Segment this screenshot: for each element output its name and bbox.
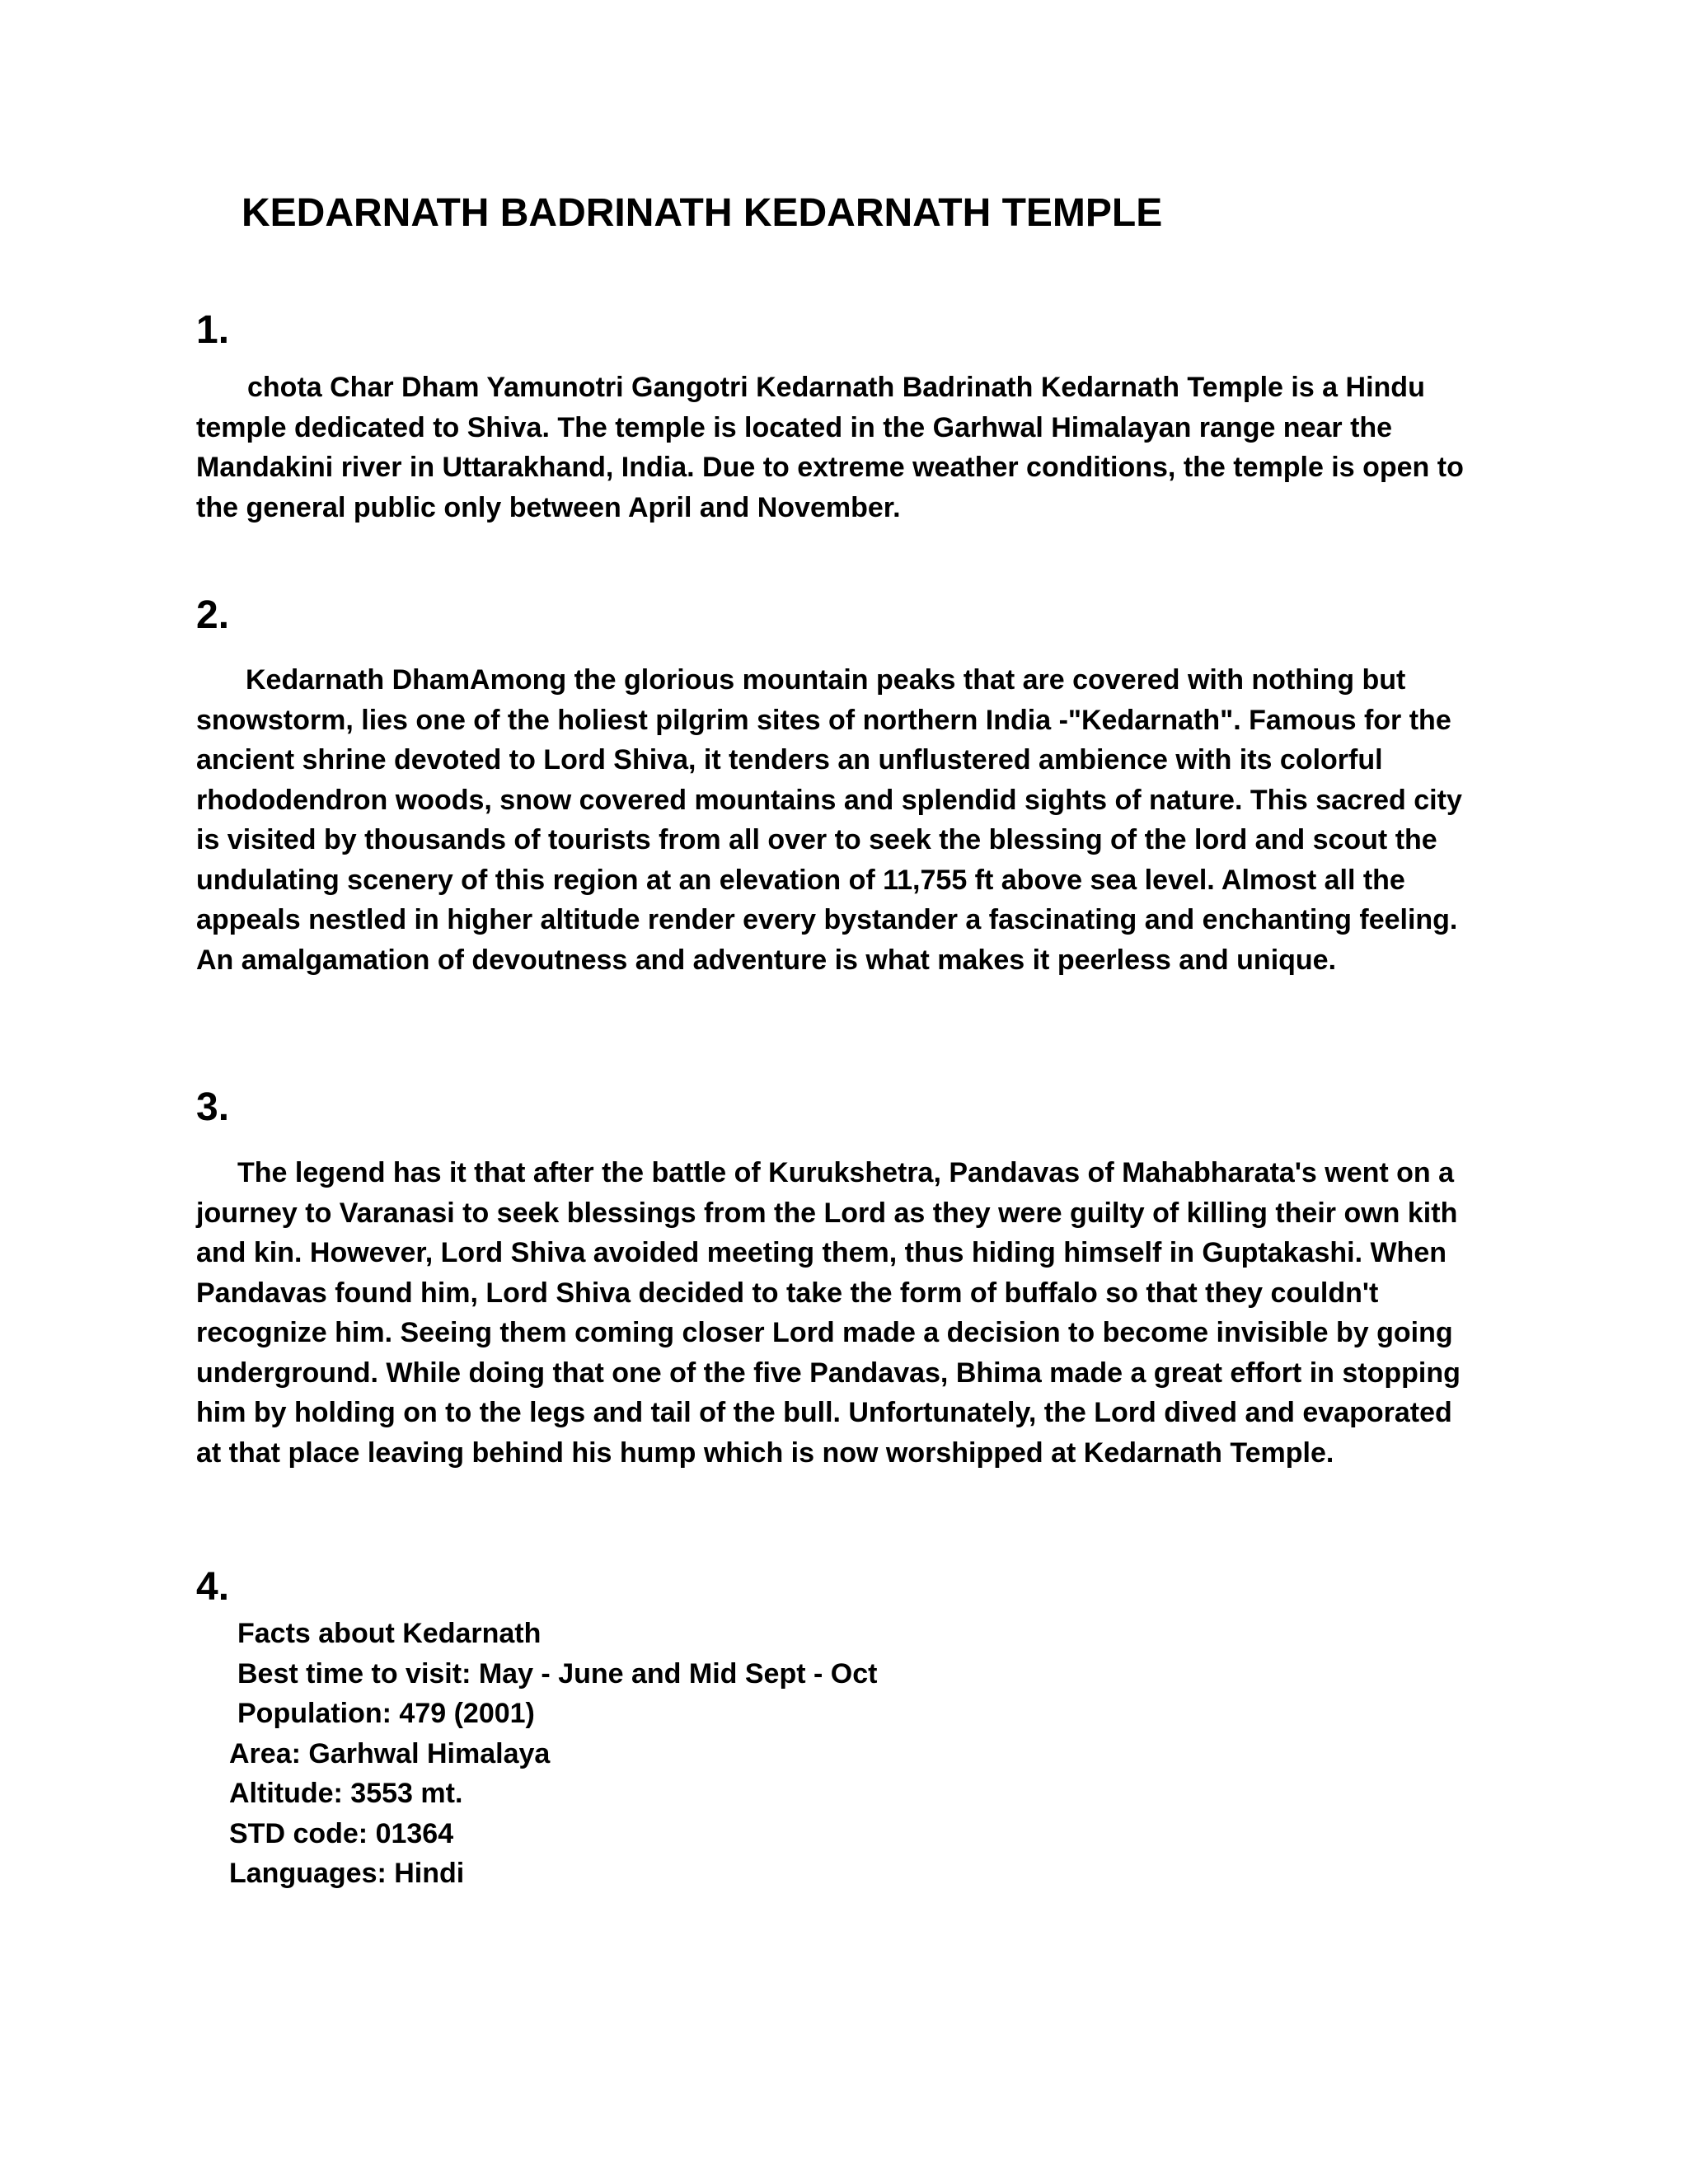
section-1-paragraph: chota Char Dham Yamunotri Gangotri Kedarnath Badrinath Kedarnath Temple is a Hindu temple dedicated to Shiva. The temple is located in the Garhwal Himalayan range near the Mandakini river in Uttarakhand, India. Due to extreme weather conditions, the temple is open to the general public only between April and November. xyxy=(196,372,1464,523)
list-item: STD code: 01364 xyxy=(229,1817,454,1849)
list-item: Best time to visit: May - June and Mid Sept - Oct xyxy=(237,1657,878,1690)
list-item: Altitude: 3553 mt. xyxy=(229,1778,463,1809)
document-title: KEDARNATH BADRINATH KEDARNATH TEMPLE xyxy=(241,191,1163,235)
section-number-1: 1. xyxy=(196,308,230,352)
section-number-3: 3. xyxy=(196,1085,230,1129)
section-number-4: 4. xyxy=(196,1565,230,1609)
facts-list xyxy=(196,1614,877,1894)
list-item: Area: Garhwal Himalaya xyxy=(229,1737,551,1769)
list-item: Population: 479 (2001) xyxy=(237,1698,535,1729)
section-number-2: 2. xyxy=(196,593,230,637)
list-item: Languages: Hindi xyxy=(229,1858,465,1889)
list-item: Facts about Kedarnath xyxy=(237,1618,542,1649)
section-3-paragraph: The legend has it that after the battle of Kurukshetra, Pandavas of Mahabharata's went on a journey to Varanasi to seek blessings from the Lord as they were guilty of killing their own kith and kin. However, Lord Shiva avoided meeting them, thus hiding himself in Guptakashi. When Pandavas found him, Lord Shiva decided to take the form of buffalo so that they couldn't recognize him. Seeing them coming closer Lord made a decision to become invisible by going underground. While doing that one of the five Pandavas, Bhima made a great effort in stopping him by holding on to the legs and tail of the bull. Unfortunately, the Lord dived and evaporated at that place leaving behind his hump which is now worshipped at Kedarnath Temple. xyxy=(196,1157,1461,1469)
section-2-paragraph: Kedarnath DhamAmong the glorious mountain peaks that are covered with nothing but snowstorm, lies one of the holiest pilgrim sites of northern India -"Kedarnath". Famous for the ancient shrine devoted to Lord Shiva, it tenders an unflustered ambience with its colorful rhododendron woods, snow covered mountains and splendid sights of nature. This sacred city is visited by thousands of tourists from all over to seek the blessing of the lord and scout the undulating scenery of this region at an elevation of 11,755 ft above sea level. Almost all the appeals nestled in higher altitude render every bystander a fascinating and enchanting feeling. An amalgamation of devoutness and adventure is what makes it peerless and unique. xyxy=(196,664,1462,976)
